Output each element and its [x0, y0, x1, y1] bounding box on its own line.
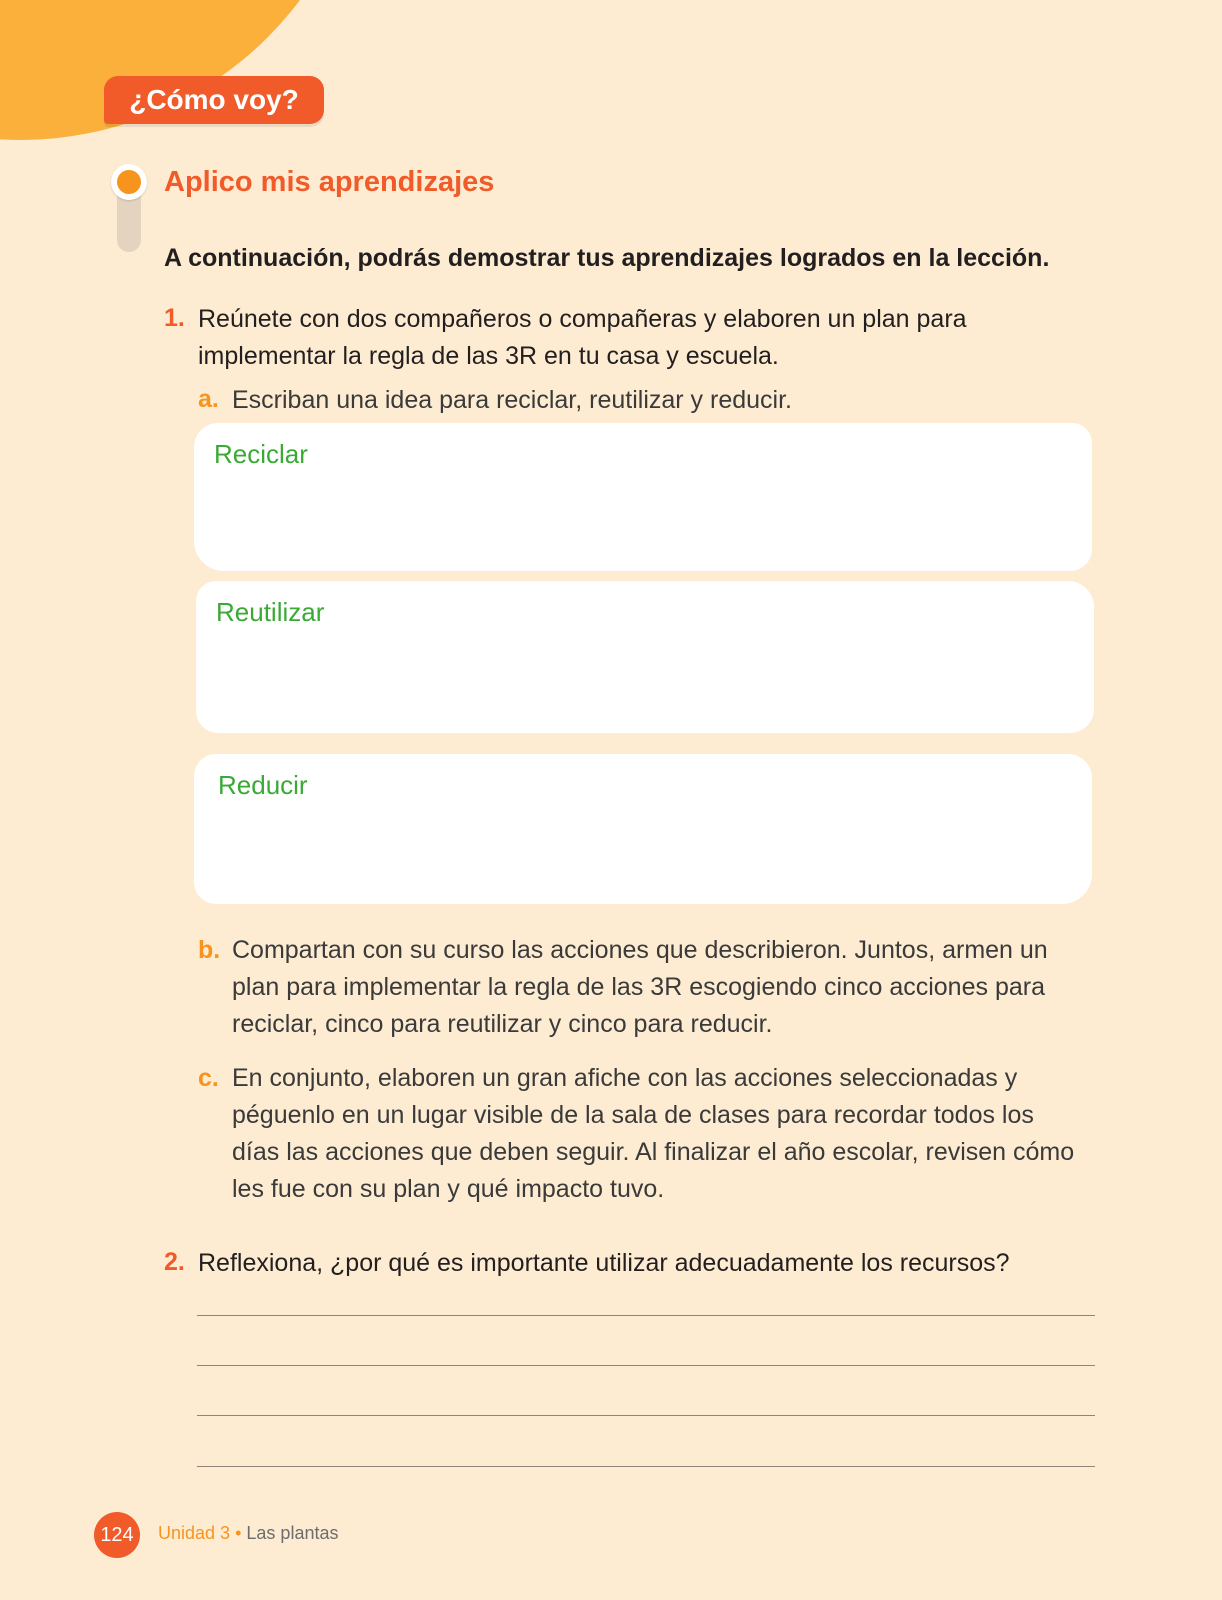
pin-head [111, 164, 147, 200]
item-c-line-3: días las acciones que deben seguir. Al finalizar el año escolar, revisen cómo [232, 1138, 1075, 1166]
question-1-line-2: implementar la regla de las 3R en tu casa y escuela. [198, 342, 779, 370]
pin-dot [117, 170, 141, 194]
section-title: Aplico mis aprendizajes [164, 166, 495, 198]
item-c-letter: c. [198, 1064, 219, 1092]
answer-line [197, 1466, 1095, 1467]
item-a-letter: a. [198, 385, 219, 413]
reducir-label: Reducir [218, 770, 308, 800]
answer-line [197, 1365, 1095, 1366]
question-1-text [198, 301, 1098, 375]
reciclar-label: Reciclar [214, 439, 308, 469]
como-voy-badge: ¿Cómo voy? [104, 76, 324, 124]
footer-separator: • [235, 1523, 242, 1543]
item-b-line-1: Compartan con su curso las acciones que describieron. Juntos, armen un [232, 936, 1048, 964]
reutilizar-answer-box[interactable] [196, 581, 1094, 733]
question-2-text: Reflexiona, ¿por qué es importante utilizar adecuadamente los recursos? [198, 1249, 1010, 1277]
item-b-letter: b. [198, 936, 221, 964]
reciclar-answer-box[interactable] [194, 423, 1092, 571]
intro-text: A continuación, podrás demostrar tus aprendizajes logrados en la lección. [164, 244, 1050, 272]
question-1-number: 1. [164, 304, 185, 332]
item-a-text: Escriban una idea para reciclar, reutilizar y reducir. [232, 386, 792, 414]
pin-icon [110, 164, 150, 254]
item-c-line-4: les fue con su plan y qué impacto tuvo. [232, 1175, 665, 1203]
item-b-text [232, 932, 1102, 1043]
item-b-line-2: plan para implementar la regla de las 3R escogiendo cinco acciones para [232, 973, 1045, 1001]
answer-line [197, 1315, 1095, 1316]
reducir-answer-box[interactable] [194, 754, 1092, 904]
item-c-line-1: En conjunto, elaboren un gran afiche con las acciones seleccionadas y [232, 1064, 1018, 1092]
answer-line [197, 1415, 1095, 1416]
footer-unit-info [158, 1523, 338, 1544]
item-b-line-3: reciclar, cinco para reutilizar y cinco para reducir. [232, 1010, 773, 1038]
footer-unit: Unidad 3 [158, 1523, 231, 1543]
item-c-line-2: péguenlo en un lugar visible de la sala de clases para recordar todos los [232, 1101, 1034, 1129]
page-number: 124 [94, 1512, 140, 1558]
question-2-number: 2. [164, 1248, 185, 1276]
reutilizar-label: Reutilizar [216, 597, 325, 627]
question-1-line-1: Reúnete con dos compañeros o compañeras y elaboren un plan para [198, 305, 967, 333]
footer-topic: Las plantas [246, 1523, 339, 1543]
item-c-text [232, 1060, 1112, 1208]
